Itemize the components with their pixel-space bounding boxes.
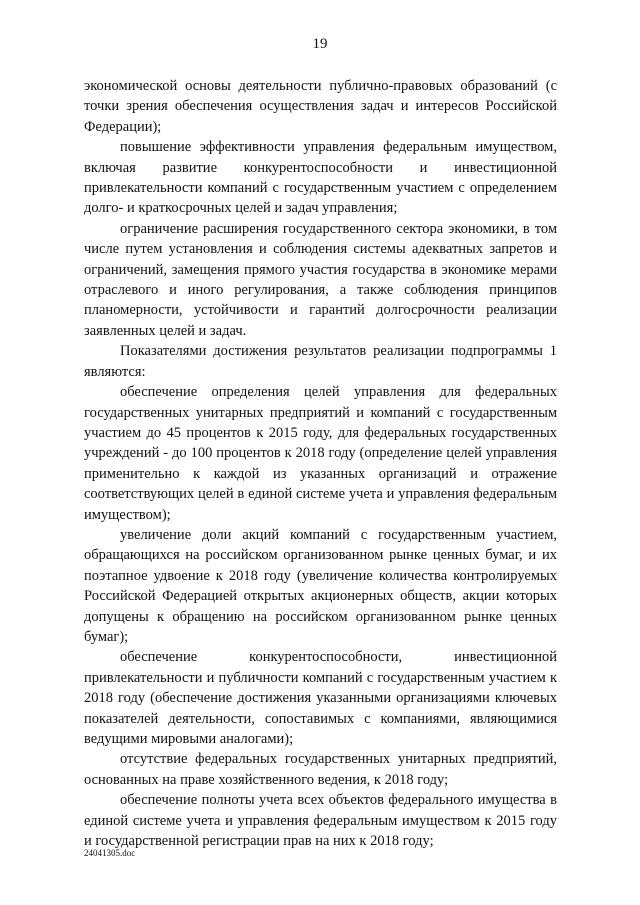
- paragraph-item: увеличение доли акций компаний с государственным участием, обращающихся на российском организованном рынке ценных бумаг, и их поэтапное удвоение к 2018 году (увеличение количества контролируемых Российской Федерацией открытых акционерных обществ, акции которых допущены к обращению на российском организованном рынке ценных бумаг);: [84, 526, 557, 645]
- paragraph-item: обеспечение определения целей управления для федеральных государственных унитарных предприятий и компаний с государственным участием до 45 процентов к 2015 году, для федеральных государственных учреждений - до 100 процентов к 2018 году (определение целей управления применительно к каждой из указанных организаций и отражение соответствующих целей в единой системе учета и управления федеральным имуществом);: [84, 384, 557, 523]
- document-file-code: 24041305.doc: [84, 848, 136, 858]
- paragraph-item: отсутствие федеральных государственных унитарных предприятий, основанных на праве хозяйственного ведения, к 2018 году;: [84, 751, 557, 788]
- paragraph-continuation: экономической основы деятельности публично-правовых образований (с точки зрения обеспечения осуществления задач и интересов Российской Федерации);: [84, 78, 557, 135]
- paragraph-item: обеспечение полноты учета всех объектов федерального имущества в единой системе учета и управления федеральным имуществом к 2015 году и государственной регистрации прав на них к 2018 году;: [84, 792, 557, 850]
- paragraph-item: ограничение расширения государственного сектора экономики, в том числе путем установления и соблюдения системы адекватных запретов и ограничений, замещения прямого участия государства в экономике мерами отраслевого и иного регулирования, а также соблюдения принципов планомерности, устойчивости и гарантий долгосрочности реализации заявленных целей и задач.: [84, 220, 557, 339]
- paragraph-indicators-intro: Показателями достижения результатов реализации подпрограммы 1 являются:: [84, 343, 557, 380]
- paragraph-item: повышение эффективности управления федеральным имуществом, включая развитие конкурентоспособности и инвестиционной привлекательности компаний с государственным участием с определением долго- и краткосрочных целей и задач управления;: [84, 139, 557, 217]
- paragraph-item: обеспечение конкурентоспособности, инвестиционной привлекательности и публичности компаний с государственным участием к 2018 году (обеспечение достижения указанными организациями ключевых показателей деятельности, сопоставимых с компаниями, являющимися ведущими мировыми аналогами);: [84, 649, 557, 747]
- page-number: 19: [312, 36, 328, 52]
- document-body: [84, 76, 557, 851]
